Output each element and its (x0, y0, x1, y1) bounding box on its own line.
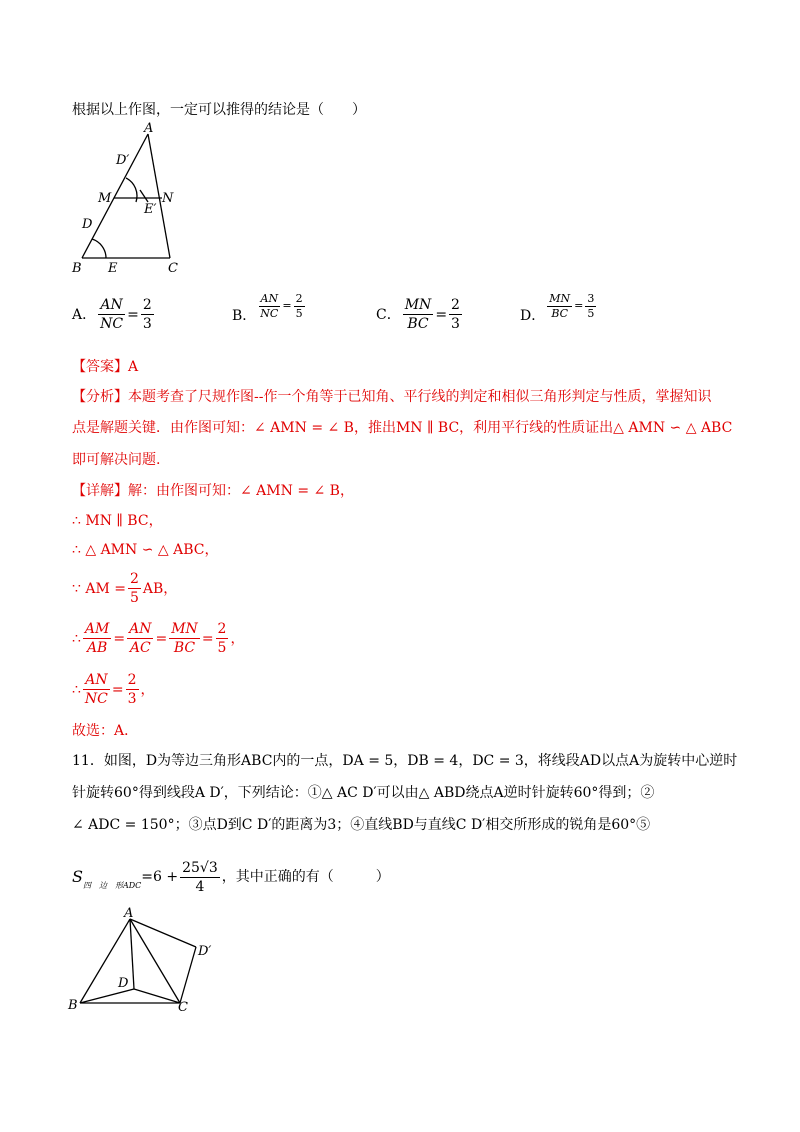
fraction-25-root3-over-4: $\frac{25√3}{4}$ (182, 859, 218, 895)
q11-line-2: 针旋转60°得到线段A D′，下列结论：①△ AC D′可以由△ ABD绕点A逆时针旋转60°得到；② (72, 785, 655, 801)
segment-ad (130, 919, 134, 989)
label-c: C (168, 261, 178, 275)
q11-line-3: ∠ ADC = 150°；③点D到C D′的距离为3；④直线BD与直线C D′相交所形成的锐角是60°⑤ (72, 817, 651, 833)
option-b-lhs: $\frac{AN}{NC}$ (260, 291, 279, 320)
arc-mark-e (140, 190, 148, 202)
segment-cd-prime (180, 947, 196, 1003)
segment-ad-prime (130, 919, 196, 947)
detail-ratio-equation: ∴ $\frac{AM}{AB}$ = $\frac{AN}{AC}$ = $\frac{MN}{BC}$ = $\frac{2}{5}$ ， (72, 621, 245, 656)
option-d-rhs: $\frac{3}{5}$ (587, 291, 595, 320)
label-a: A (124, 906, 134, 921)
question-stem: 根据以上作图，一定可以推得的结论是（ ） (72, 102, 366, 118)
label-m: M (98, 191, 112, 206)
figure-construction-triangle (70, 120, 190, 275)
analysis-line-2: 点是解题关键．由作图可知：∠ AMN = ∠ B，推出MN ∥ BC，利用平行线的性质证出△ AMN ∽ △ ABC (72, 420, 733, 436)
detail-line-1: 【详解】解：由作图可知：∠ AMN = ∠ B， (72, 483, 354, 499)
detail-am-equation: ∵ AM = $\frac{2}{5}$ AB， (72, 571, 178, 606)
detail-line-2: ∴ MN ∥ BC， (72, 513, 163, 529)
option-a[interactable]: A． $\frac{AN}{NC}$ = $\frac{2}{3}$ (72, 297, 152, 332)
label-d-prime: D′ (198, 944, 212, 959)
detail-an-equation: ∴ $\frac{AN}{NC}$ = $\frac{2}{3}$ ， (72, 672, 155, 707)
label-d: D (82, 217, 93, 232)
option-d-letter: D． (520, 308, 546, 324)
q11-area-statement: S 四 边 形ADC =6 + $\frac{25√3}{4}$ ，其中正确的有（ ） (72, 859, 390, 895)
segment-bd (80, 989, 134, 1003)
option-a-letter: A． (72, 306, 97, 323)
analysis-line-3: 即可解决问题. (72, 452, 161, 468)
label-b: B (72, 261, 82, 275)
option-b-letter: B． (232, 308, 257, 324)
option-c-rhs: $\frac{2}{3}$ (451, 297, 460, 332)
label-a: A (144, 121, 154, 136)
fraction-2-5: $\frac{2}{5}$ (129, 571, 139, 606)
detail-line-3: ∴ △ AMN ∽ △ ABC， (72, 542, 219, 558)
answer-line: 【答案】A (72, 359, 139, 375)
option-a-rhs: $\frac{2}{3}$ (142, 297, 152, 332)
option-d-lhs: $\frac{MN}{BC}$ (549, 291, 571, 320)
arc-at-b (92, 239, 106, 258)
label-d: D (118, 976, 129, 991)
option-d[interactable]: D． $\frac{MN}{BC}$ = $\frac{3}{5}$ (520, 291, 595, 324)
label-d-prime: D′ (116, 153, 130, 168)
label-c: C (178, 1000, 188, 1015)
option-c[interactable]: C． $\frac{MN}{BC}$ = $\frac{2}{3}$ (376, 297, 460, 332)
figure-equilateral-rotation (66, 905, 226, 1015)
q11-line-1: 11．如图，D为等边三角形ABC内的一点，DA = 5，DB = 4，DC = 3，将线段AD以点A为旋转中心逆时 (72, 753, 738, 769)
label-b: B (68, 998, 78, 1013)
label-n: N (162, 191, 174, 206)
option-a-lhs: $\frac{AN}{NC}$ (100, 297, 124, 332)
option-b-rhs: $\frac{2}{5}$ (295, 291, 303, 320)
option-c-letter: C． (376, 306, 401, 323)
option-c-lhs: $\frac{MN}{BC}$ (404, 297, 432, 332)
label-e-prime: E′ (144, 202, 157, 217)
label-e: E (108, 261, 118, 275)
option-b[interactable]: B． $\frac{AN}{NC}$ = $\frac{2}{5}$ (232, 291, 303, 324)
analysis-line-1: 【分析】本题考查了尺规作图--作一个角等于已知角、平行线的判定和相似三角形判定与性质，掌握知识 (72, 389, 712, 405)
choose-line: 故选：A． (72, 723, 139, 739)
